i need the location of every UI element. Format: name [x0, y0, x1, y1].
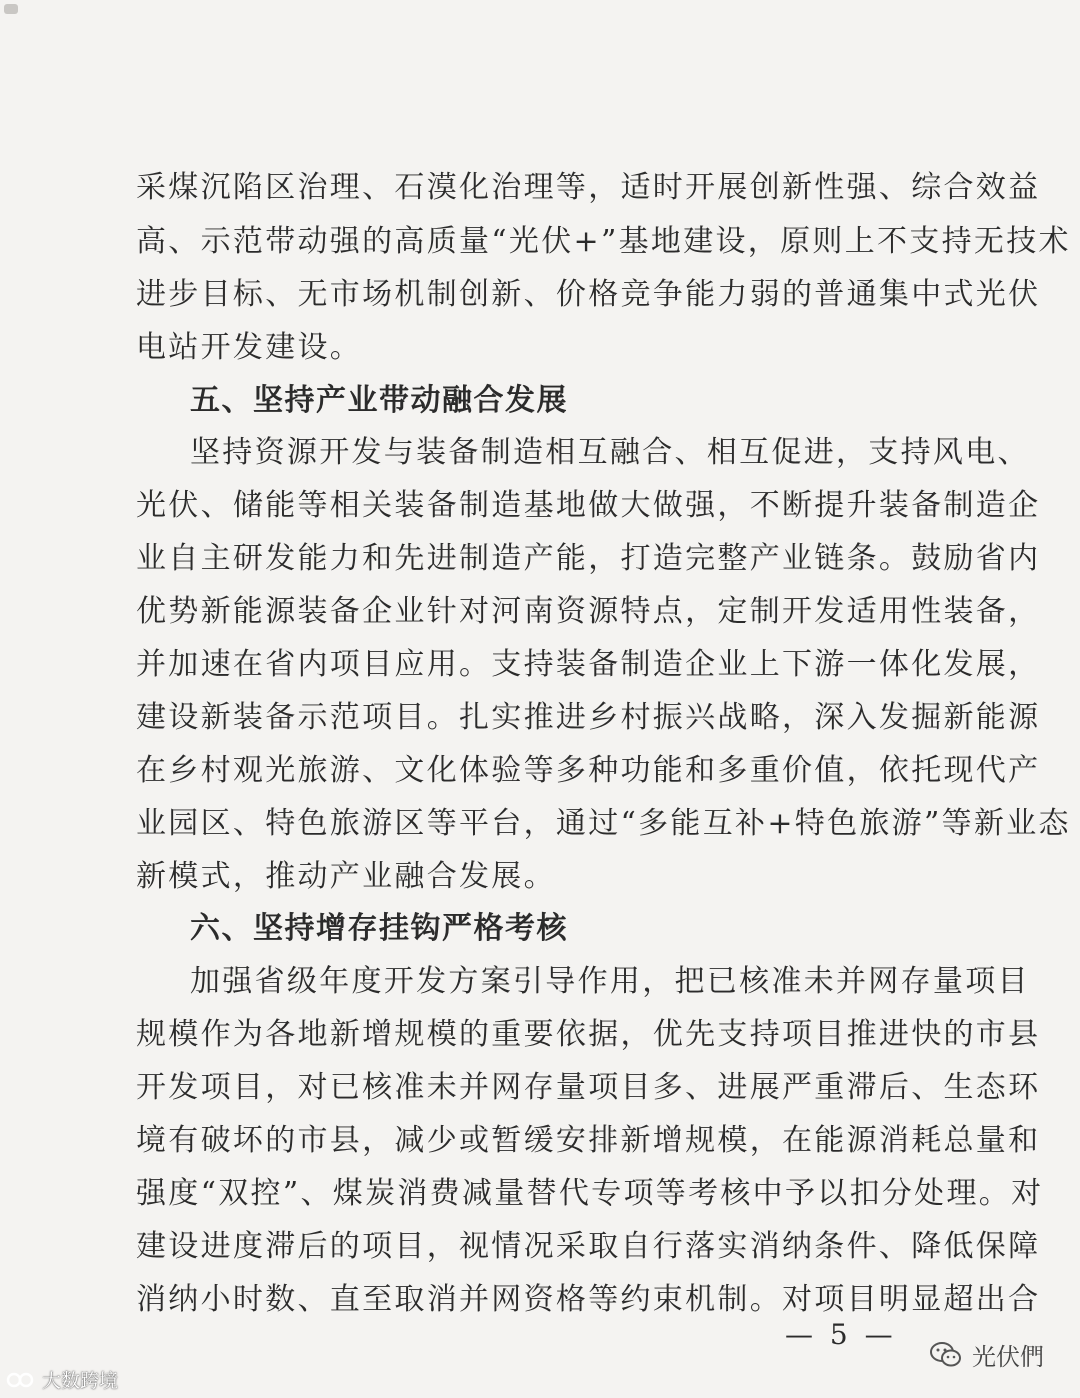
body-line: 电站开发建设。 [136, 330, 363, 365]
section-heading-5: 五、坚持产业带动融合发展 [190, 383, 568, 418]
watermark-left [6, 1366, 118, 1393]
section-heading-6: 六、坚持增存挂钩严格考核 [190, 911, 568, 946]
body-line: 强度“双控”、煤炭消费减量替代专项等考核中予以扣分处理。对 [136, 1176, 1044, 1211]
wechat-icon [930, 1341, 962, 1369]
body-line: 业自主研发能力和先进制造产能，打造完整产业链条。鼓励省内 [136, 541, 1041, 576]
scan-mark [4, 4, 18, 14]
body-line: 业园区、特色旅游区等平台，通过“多能互补+特色旅游”等新业态 [136, 806, 1071, 841]
body-line: 新模式，推动产业融合发展。 [136, 859, 556, 894]
body-line: 建设进度滞后的项目，视情况采取自行落实消纳条件、降低保障 [136, 1229, 1041, 1264]
watermark-right [930, 1337, 1044, 1372]
body-line: 在乡村观光旅游、文化体验等多种功能和多重价值，依托现代产 [136, 753, 1041, 788]
watermark-right-text: 光伏們 [972, 1343, 1044, 1371]
body-line: 坚持资源开发与装备制造相互融合、相互促进，支持风电、 [190, 435, 1030, 470]
page-number: — 5 — [785, 1318, 897, 1351]
body-line: 采煤沉陷区治理、石漠化治理等，适时开展创新性强、综合效益 [136, 170, 1041, 205]
body-line: 进步目标、无市场机制创新、价格竞争能力弱的普通集中式光伏 [136, 277, 1041, 312]
body-line: 境有破坏的市县，减少或暂缓安排新增规模，在能源消耗总量和 [136, 1123, 1041, 1158]
body-line: 优势新能源装备企业针对河南资源特点，定制开发适用性装备， [136, 594, 1041, 629]
body-line: 光伏、储能等相关装备制造基地做大做强，不断提升装备制造企 [136, 488, 1041, 523]
watermark-left-text: 大数跨境 [42, 1370, 119, 1392]
brand-logo-icon [6, 1369, 36, 1391]
body-line: 规模作为各地新增规模的重要依据，优先支持项目推进快的市县 [136, 1017, 1041, 1052]
body-line: 并加速在省内项目应用。支持装备制造企业上下游一体化发展， [136, 647, 1041, 682]
body-line: 高、示范带动强的高质量“光伏+”基地建设，原则上不支持无技术 [136, 224, 1071, 259]
body-line: 开发项目，对已核准未并网存量项目多、进展严重滞后、生态环 [136, 1070, 1041, 1105]
body-line: 加强省级年度开发方案引导作用，把已核准未并网存量项目 [190, 964, 1030, 999]
body-line: 消纳小时数、直至取消并网资格等约束机制。对项目明显超出合 [136, 1282, 1041, 1317]
body-line: 建设新装备示范项目。扎实推进乡村振兴战略，深入发掘新能源 [136, 700, 1041, 735]
